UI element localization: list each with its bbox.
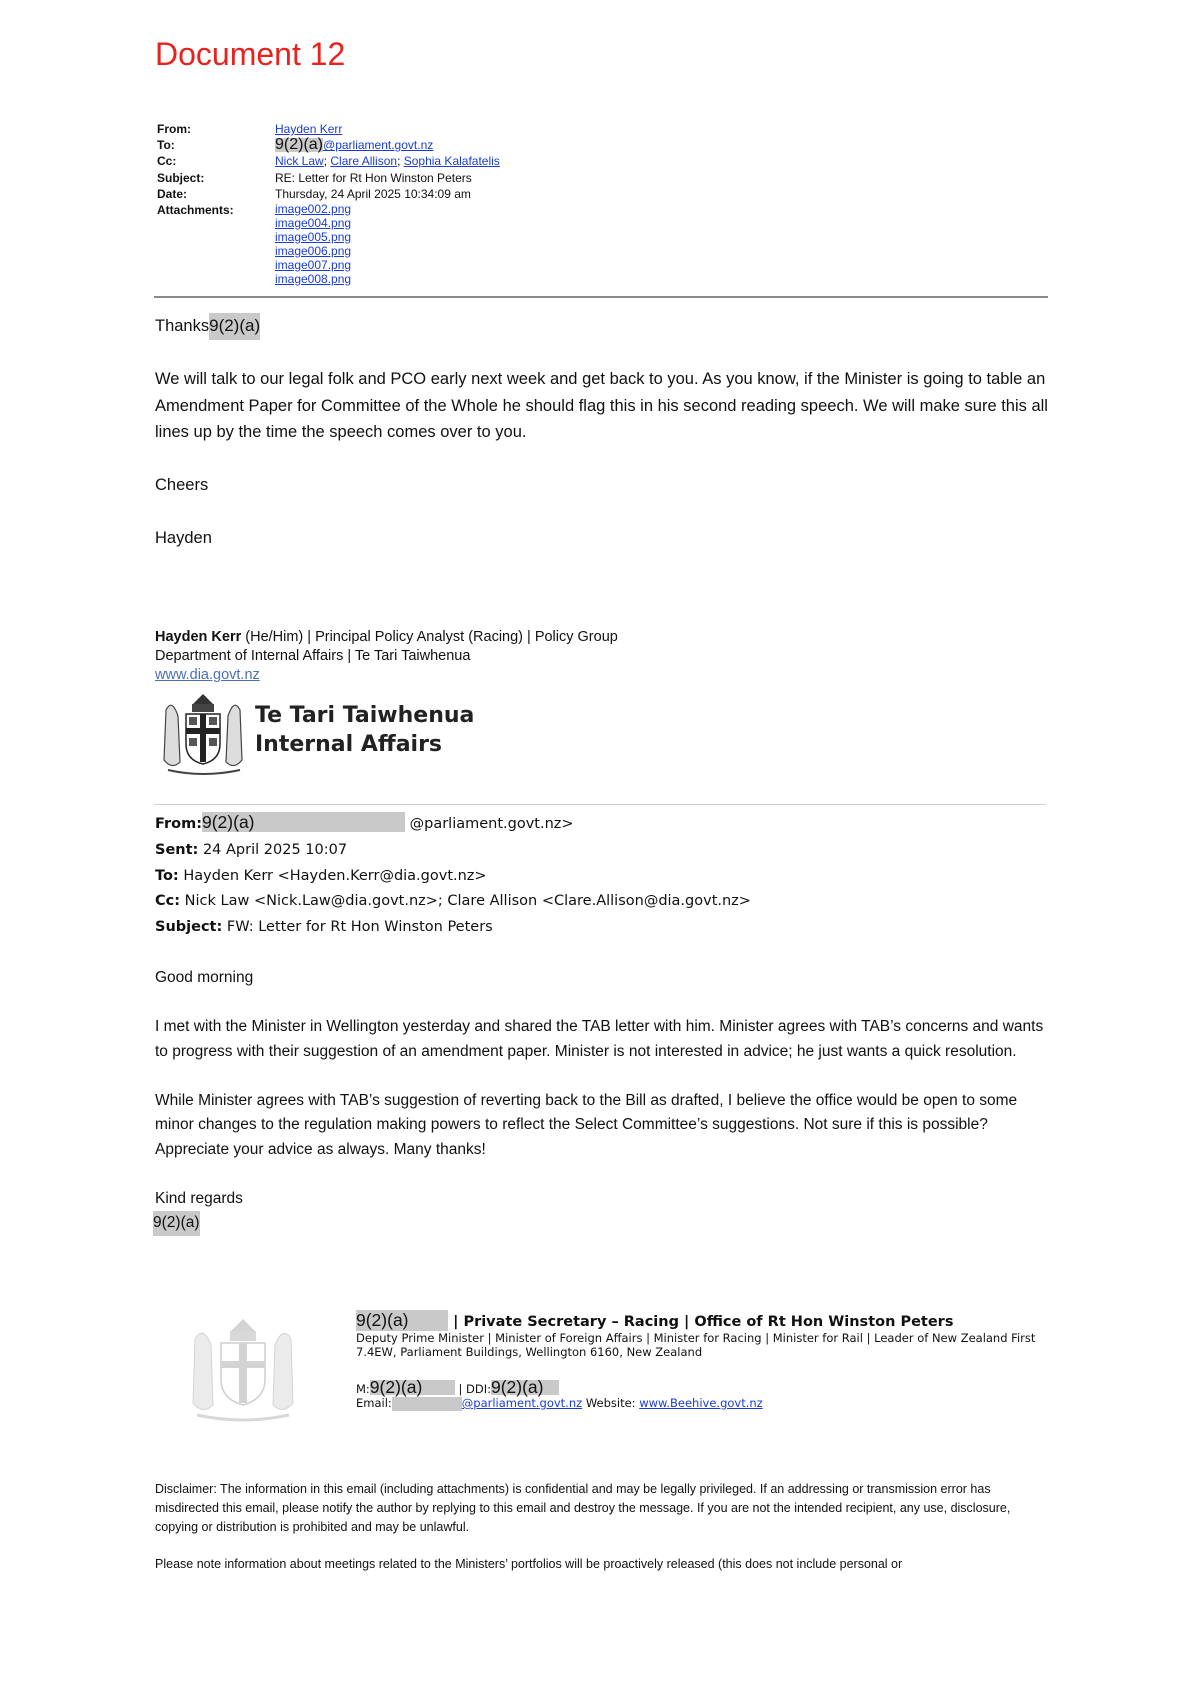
forwarded-header (155, 812, 751, 941)
signature-name: Hayden Kerr (155, 629, 242, 645)
attachment-link[interactable]: image007.png (275, 258, 352, 273)
ps-email-label: Email: (356, 1396, 392, 1410)
fwd-from-label: From: (155, 816, 202, 832)
subject-label: Subject: (157, 170, 205, 185)
attachment-link[interactable]: image004.png (275, 216, 352, 231)
ps-m-label: M: (356, 1382, 370, 1396)
ps-ddi-redaction: 9(2)(a) (491, 1380, 559, 1395)
signature-dept: Department of Internal Affairs | Te Tari Taiwhenua (155, 648, 471, 664)
fwd-subject-value: FW: Letter for Rt Hon Winston Peters (226, 919, 493, 936)
message-closing: Kind regards (155, 1189, 243, 1207)
signature-role: (He/Him) | Principal Policy Analyst (Racing) | Policy Group (241, 629, 618, 645)
reply-greeting: Thanks (155, 317, 210, 335)
nz-coat-of-arms-icon (185, 1315, 301, 1425)
cc-link-2[interactable]: Sophia Kalafatelis (403, 154, 500, 169)
fwd-cc-value: Nick Law <Nick.Law@dia.govt.nz>; Clare Allison <Clare.Allison@dia.govt.nz> (184, 893, 751, 910)
fwd-sent-label: Sent: (155, 841, 199, 858)
header-divider (154, 296, 1048, 298)
dia-logo-text (255, 701, 474, 759)
signature-url[interactable]: www.dia.govt.nz (155, 667, 260, 683)
fwd-to-label: To: (155, 867, 179, 884)
ps-m-redaction: 9(2)(a) (370, 1380, 455, 1395)
ps-email-redaction-block (392, 1397, 462, 1411)
fwd-from-suffix: @parliament.govt.nz> (409, 816, 574, 832)
document-label: Document 12 (155, 36, 346, 72)
signature-block (155, 628, 618, 685)
ps-name-redaction: 9(2)(a) (356, 1310, 448, 1331)
ps-ddi-label: | DDI: (458, 1382, 491, 1396)
ps-portfolios: Deputy Prime Minister | Minister of Foreign Affairs | Minister for Racing | Minister for Rail | Leader of New Zealand First (356, 1331, 1036, 1345)
date-value: Thursday, 24 April 2025 10:34:09 am (275, 186, 471, 201)
cc-link-1[interactable]: Clare Allison (330, 154, 398, 169)
attachment-link[interactable]: image005.png (275, 230, 352, 245)
message-body (155, 966, 1060, 1236)
reply-body (155, 313, 1055, 578)
to-label: To: (157, 138, 175, 153)
subject-value: RE: Letter for Rt Hon Winston Peters (275, 170, 472, 185)
reply-closing: Cheers (155, 476, 209, 494)
to-redaction: 9(2)(a) (275, 136, 324, 154)
email-header: From: Hayden Kerr To: 9(2)(a)@parliament.govt.nz Cc: Nick Law; Clare Allison; Sophia Kalafatelis Subject: RE: Letter for Rt Hon Winston Peters Date: Thursday, 24 April 2025 10:34:09 am Attachments: image002.png image004.png image005.png image006.png image007.png image008.png (157, 122, 500, 287)
ps-address: 7.4EW, Parliament Buildings, Wellington 6160, New Zealand (356, 1345, 703, 1359)
from-label: From: (157, 122, 191, 136)
forward-divider (154, 804, 1046, 805)
fwd-sent-value: 24 April 2025 10:07 (202, 841, 348, 858)
reply-name: Hayden (155, 529, 212, 547)
message-greeting: Good morning (155, 969, 254, 986)
message-paragraph-2: While Minister agrees with TAB’s suggestion of reverting back to the Bill as drafted, I believe the office would be open to some minor changes to the regulation making powers to reflect the Select Committee’s suggestions. Not sure if this is possible? Appreciate your advice as always. Many thanks! (155, 1091, 1018, 1158)
attachment-link[interactable]: image006.png (275, 244, 352, 259)
from-link[interactable]: Hayden Kerr (275, 122, 343, 136)
cc-link-0[interactable]: Nick Law (275, 154, 324, 169)
attachments-label: Attachments: (157, 203, 234, 218)
closing-redaction: 9(2)(a) (153, 1211, 200, 1236)
fwd-cc-label: Cc: (155, 893, 181, 910)
attachment-link[interactable]: image002.png (275, 202, 352, 217)
message-paragraph-1: I met with the Minister in Wellington yesterday and shared the TAB letter with him. Minister agrees with TAB’s concerns and wants to progress with their suggestion of an amendment paper. Minister is not interested in advice; he just wants a quick resolution. (155, 1018, 1044, 1060)
fwd-from-redaction: 9(2)(a) (202, 812, 405, 832)
logo-line-1: Te Tari Taiwhenua (255, 703, 475, 728)
cc-label: Cc: (157, 154, 177, 169)
greeting-redaction: 9(2)(a) (209, 313, 260, 340)
disclaimer-paragraph-2: Please note information about meetings related to the Ministers’ portfolios will be proactively released (this does not include personal or (155, 1557, 903, 1571)
disclaimer (155, 1480, 1055, 1592)
ps-title: | Private Secretary – Racing | Office of Rt Hon Winston Peters (453, 1314, 954, 1330)
fwd-subject-label: Subject: (155, 919, 223, 936)
logo-line-2: Internal Affairs (255, 732, 443, 757)
ps-website-label: Website: (585, 1396, 636, 1410)
attachments-list (275, 202, 351, 286)
ps-email-link[interactable]: @parliament.govt.nz (461, 1396, 583, 1410)
private-secretary-signature (356, 1310, 1035, 1411)
date-label: Date: (157, 186, 188, 201)
disclaimer-paragraph-1: Disclaimer: The information in this email (including attachments) is confidential and may be legally privileged. If an addressing or transmission error has misdirected this email, please notify the author by replying to this email and destroy the message. If you are not the intended recipient, any use, disclosure, copying or distribution is prohibited and may be unlawful. (155, 1482, 1011, 1534)
fwd-to-value: Hayden Kerr <Hayden.Kerr@dia.govt.nz> (183, 867, 487, 884)
attachment-link[interactable]: image008.png (275, 272, 352, 287)
ps-website-link[interactable]: www.Beehive.govt.nz (639, 1396, 763, 1410)
reply-paragraph: We will talk to our legal folk and PCO early next week and get back to you. As you know, if the Minister is going to table an Amendment Paper for Committee of the Whole he should flag this in his second reading speech. We will make sure this all lines up by the time the speech comes over to you. (155, 370, 1048, 441)
to-link[interactable]: @parliament.govt.nz (323, 138, 434, 153)
